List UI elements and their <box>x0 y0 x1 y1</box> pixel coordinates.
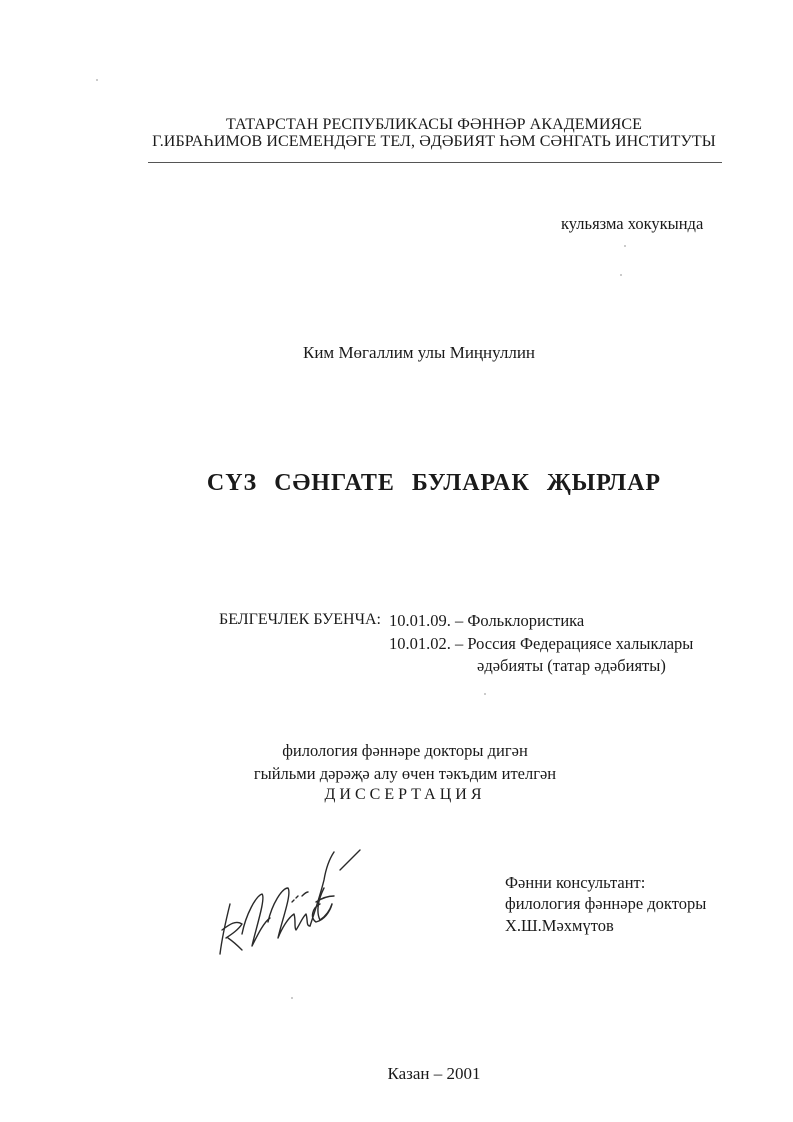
specialty-item: 10.01.02. – Россия Федерациясе халыклары <box>389 634 694 653</box>
scan-speck <box>484 693 486 695</box>
scan-speck <box>96 79 98 81</box>
degree-line-1: филология фәннәре докторы дигән <box>282 741 528 760</box>
city-year: Казан – 2001 <box>387 1064 481 1083</box>
document-type: ДИССЕРТАЦИЯ <box>324 786 486 803</box>
header-divider <box>148 162 722 163</box>
handwritten-signature <box>212 838 372 966</box>
specialty-label: БЕЛГЕЧЛЕК БУЕНЧА: <box>219 611 381 628</box>
consultant-label: Фәнни консультант: <box>505 873 646 892</box>
specialty-item: 10.01.09. – Фольклористика <box>389 611 585 630</box>
consultant-name: Х.Ш.Мәхмүтов <box>505 916 614 935</box>
scan-speck <box>620 274 622 276</box>
author-name: Ким Мөгаллим улы Миңнуллин <box>303 343 536 362</box>
specialty-item-continuation: әдәбияты (татар әдәбияты) <box>477 656 666 675</box>
institution-line-2: Г.ИБРАҺИМОВ ИСЕМЕНДӘГЕ ТЕЛ, ӘДӘБИЯТ ҺӘМ СӘНГАТЬ ИНСТИТУТЫ <box>152 133 716 150</box>
institution-line-1: ТАТАРСТАН РЕСПУБЛИКАСЫ ФӘННӘР АКАДЕМИЯСЕ <box>225 116 643 133</box>
rights-note: кульязма хокукында <box>561 214 704 233</box>
consultant-degree: филология фәннәре докторы <box>505 894 707 913</box>
degree-line-2: гыйльми дәрәҗә алу өчен тәкъдим ителгән <box>253 764 557 783</box>
scan-speck <box>624 245 626 247</box>
scan-speck <box>291 997 293 999</box>
dissertation-title: СҮЗ СӘНГАТЕ БУЛАРАК ҖЫРЛАР <box>206 470 662 496</box>
